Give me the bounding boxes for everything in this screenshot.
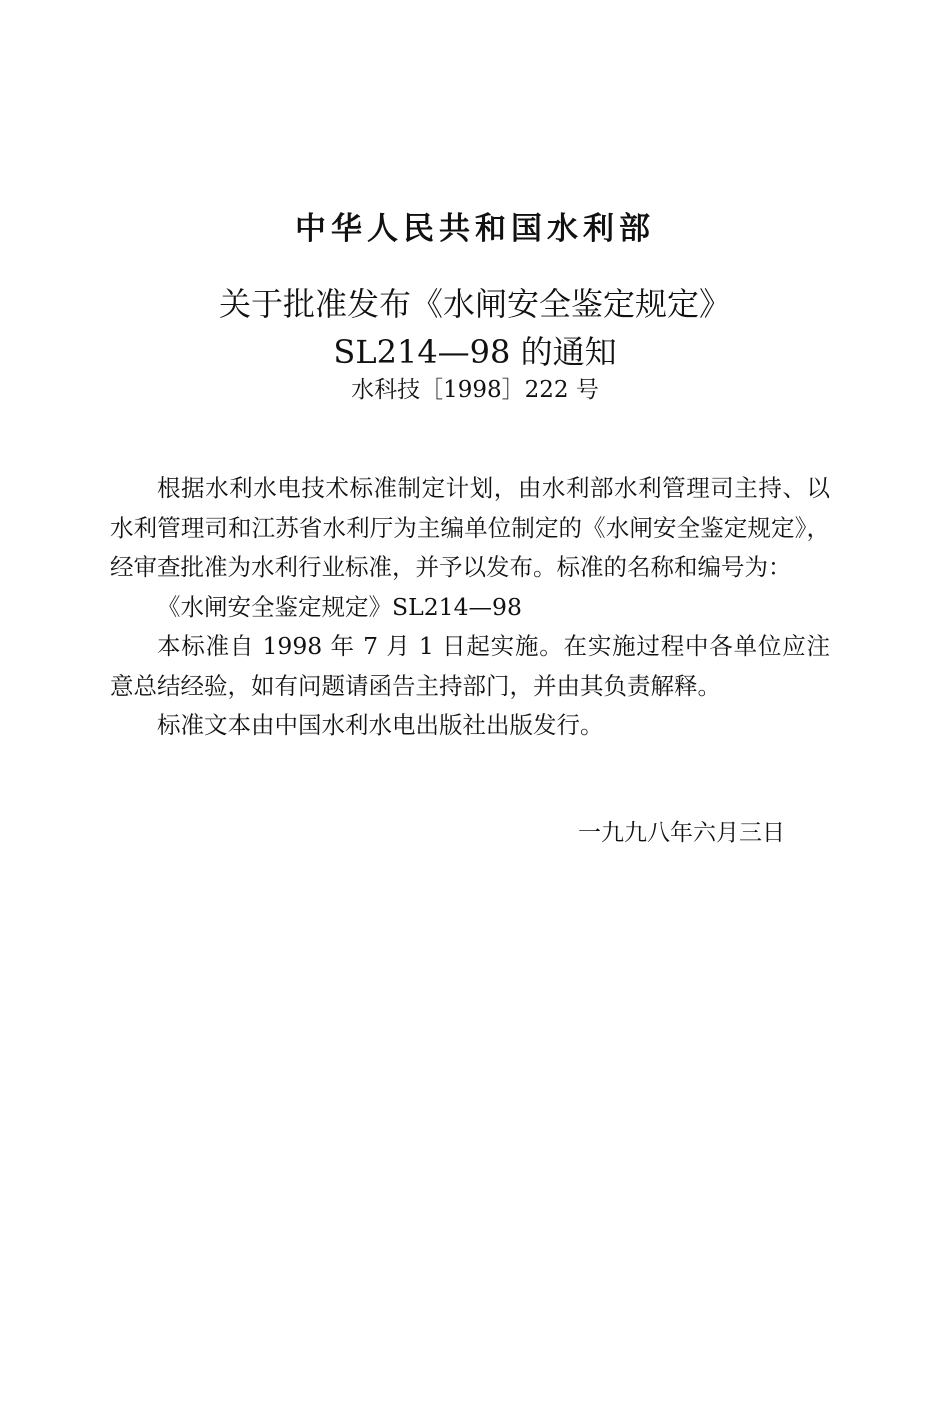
body-paragraph: 《水闸安全鉴定规定》SL214—98 — [157, 592, 522, 621]
notice-body — [110, 469, 830, 746]
body-paragraph: 标准文本由中国水利水电出版社出版发行。 — [157, 711, 604, 739]
issuing-authority: 中华人民共和国水利部 — [295, 211, 655, 247]
notice-title-line-1: 关于批准发布《水闸安全鉴定规定》 — [218, 285, 731, 323]
body-paragraph: 本标准自 1998 年 7 月 1 日起实施。在实施过程中各单位应注意总结经验，如有问题请函告主持部门，并由其负责解释。 — [110, 632, 830, 700]
body-paragraph: 根据水利水电技术标准制定计划，由水利部水利管理司主持、以水利管理司和江苏省水利厅为主编单位制定的《水闸安全鉴定规定》，经审查批准为水利行业标准，并予以发布。标准的名称和编号为： — [110, 474, 830, 581]
issue-date: 一九九八年六月三日 — [578, 820, 785, 846]
document-number: 水科技［1998］222 号 — [351, 377, 599, 403]
notice-title-line-2: SL214—98 的通知 — [333, 333, 617, 371]
